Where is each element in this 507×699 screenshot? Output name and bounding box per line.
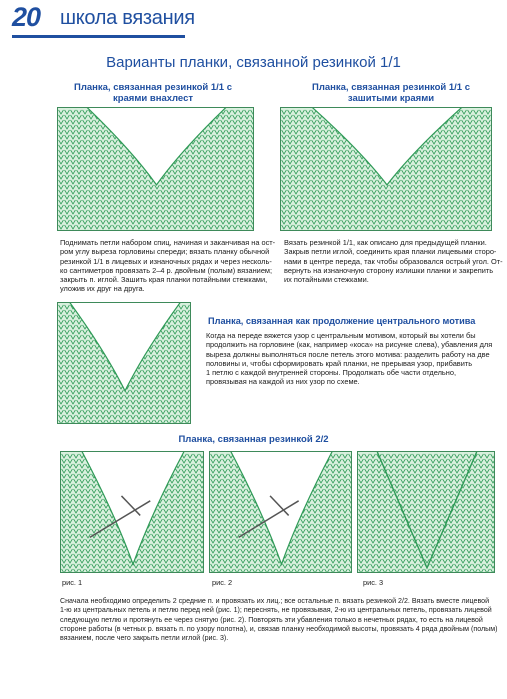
text-line: Вязать резинкой 1/1, как описано для предыдущей планки. (284, 238, 487, 247)
section-header: школа вязания (60, 7, 195, 29)
text-line: продолжить на горловине (как, например «коса» на рисунке слева), убавления для (206, 340, 493, 350)
section3-title (208, 316, 488, 327)
section4-body (60, 597, 500, 643)
page-number: 20 (12, 2, 41, 32)
text-line: уложив их друг на друга. (60, 284, 145, 294)
text-line: следующую петлю и протянуть ее через снятую (рис. 2). Повторять эти убавления только в нечетных рядах, то есть на лицевой (60, 615, 483, 624)
section3-body (206, 331, 498, 387)
text-line: нами в центре переда, так чтобы образовался острый угол. От- (284, 256, 503, 266)
text-line: 1 петлю с каждой внутренней стороны. Продолжать обе части отдельно, (206, 368, 456, 378)
text-line: ко сантиметров провязать 2–4 р. двойным (полым) вязанием; (60, 265, 273, 275)
text-line: провязывая на каждой из них узор по схеме. (206, 377, 360, 387)
text-line: половины и, чтобы сформировать край планки, не прерывая узор, прибавить (206, 358, 473, 368)
text-line: Сначала необходимо определить 2 средние п. и провязать их лиц.; все остальные п. вязать резинкой 2/2. Вязать вместе лицевой (60, 597, 490, 605)
caption-fig3: рис. 3 (363, 578, 384, 587)
section2-title-text: Планка, связанная резинкой 1/1 с зашитыми краями (312, 82, 470, 104)
knit-illustration-overlap (57, 107, 254, 231)
caption-fig1: рис. 1 (62, 578, 83, 587)
text-line: вязанием, после чего закрыть петли иглой (рис. 3). (60, 634, 229, 643)
text-line: их потайными стежками. (284, 275, 369, 285)
section3-title-text: Планка, связанная как продолжение центрального мотива (208, 316, 476, 326)
section2-body (284, 238, 503, 285)
section1-title (58, 82, 248, 104)
section4-title (0, 434, 507, 445)
knit-illustration-central-motif (57, 302, 191, 424)
caption-fig2: рис. 2 (212, 578, 233, 587)
text-line: резинкой 1/1 в лицевых и изнаночных рядах и через несколь- (60, 256, 272, 266)
text-line: закрыть п. иглой. Зашить края планки потайными стежками, (60, 275, 268, 285)
section1-body (60, 238, 276, 294)
section1-title-text: Планка, связанная резинкой 1/1 с краями внахлест (74, 82, 232, 104)
knit-illustration-fig3 (357, 451, 495, 573)
knit-illustration-fig2 (209, 451, 352, 573)
text-line: Закрыв петли иглой, соединить края планки лицевыми сторо- (284, 247, 497, 257)
text-line: 1-ю из центральных петель и петлю перед ней (рис. 1); переснять, не провязывая, 2-ю из центральных петель, провязать лицевой (60, 606, 492, 615)
text-line: ром углу выреза горловины спереди; вязать планку обычной (60, 247, 270, 257)
text-line: выреза должны выполняться после петель этого мотива: разделить работу на две (206, 349, 490, 359)
header-rule (12, 35, 185, 38)
text-line: Поднимать петли набором спиц, начиная и заканчивая на ост- (60, 238, 276, 247)
page-title: Варианты планки, связанной резинкой 1/1 (106, 54, 401, 71)
text-line: вернуть на изнаночную сторону излишки планки и закрепить (284, 265, 494, 275)
section2-title (296, 82, 486, 104)
knit-illustration-sewn (280, 107, 492, 231)
knit-illustration-fig1 (60, 451, 204, 573)
text-line: стороне работы (в четных р. вязать п. по узору полотна), и, связав планку необходимой высоты, провязать 4 ряда двойным (полым) (60, 624, 498, 633)
text-line: Когда на переде вяжется узор с центральным мотивом, который вы хотели бы (206, 331, 476, 340)
section4-title-text: Планка, связанная резинкой 2/2 (178, 434, 329, 445)
